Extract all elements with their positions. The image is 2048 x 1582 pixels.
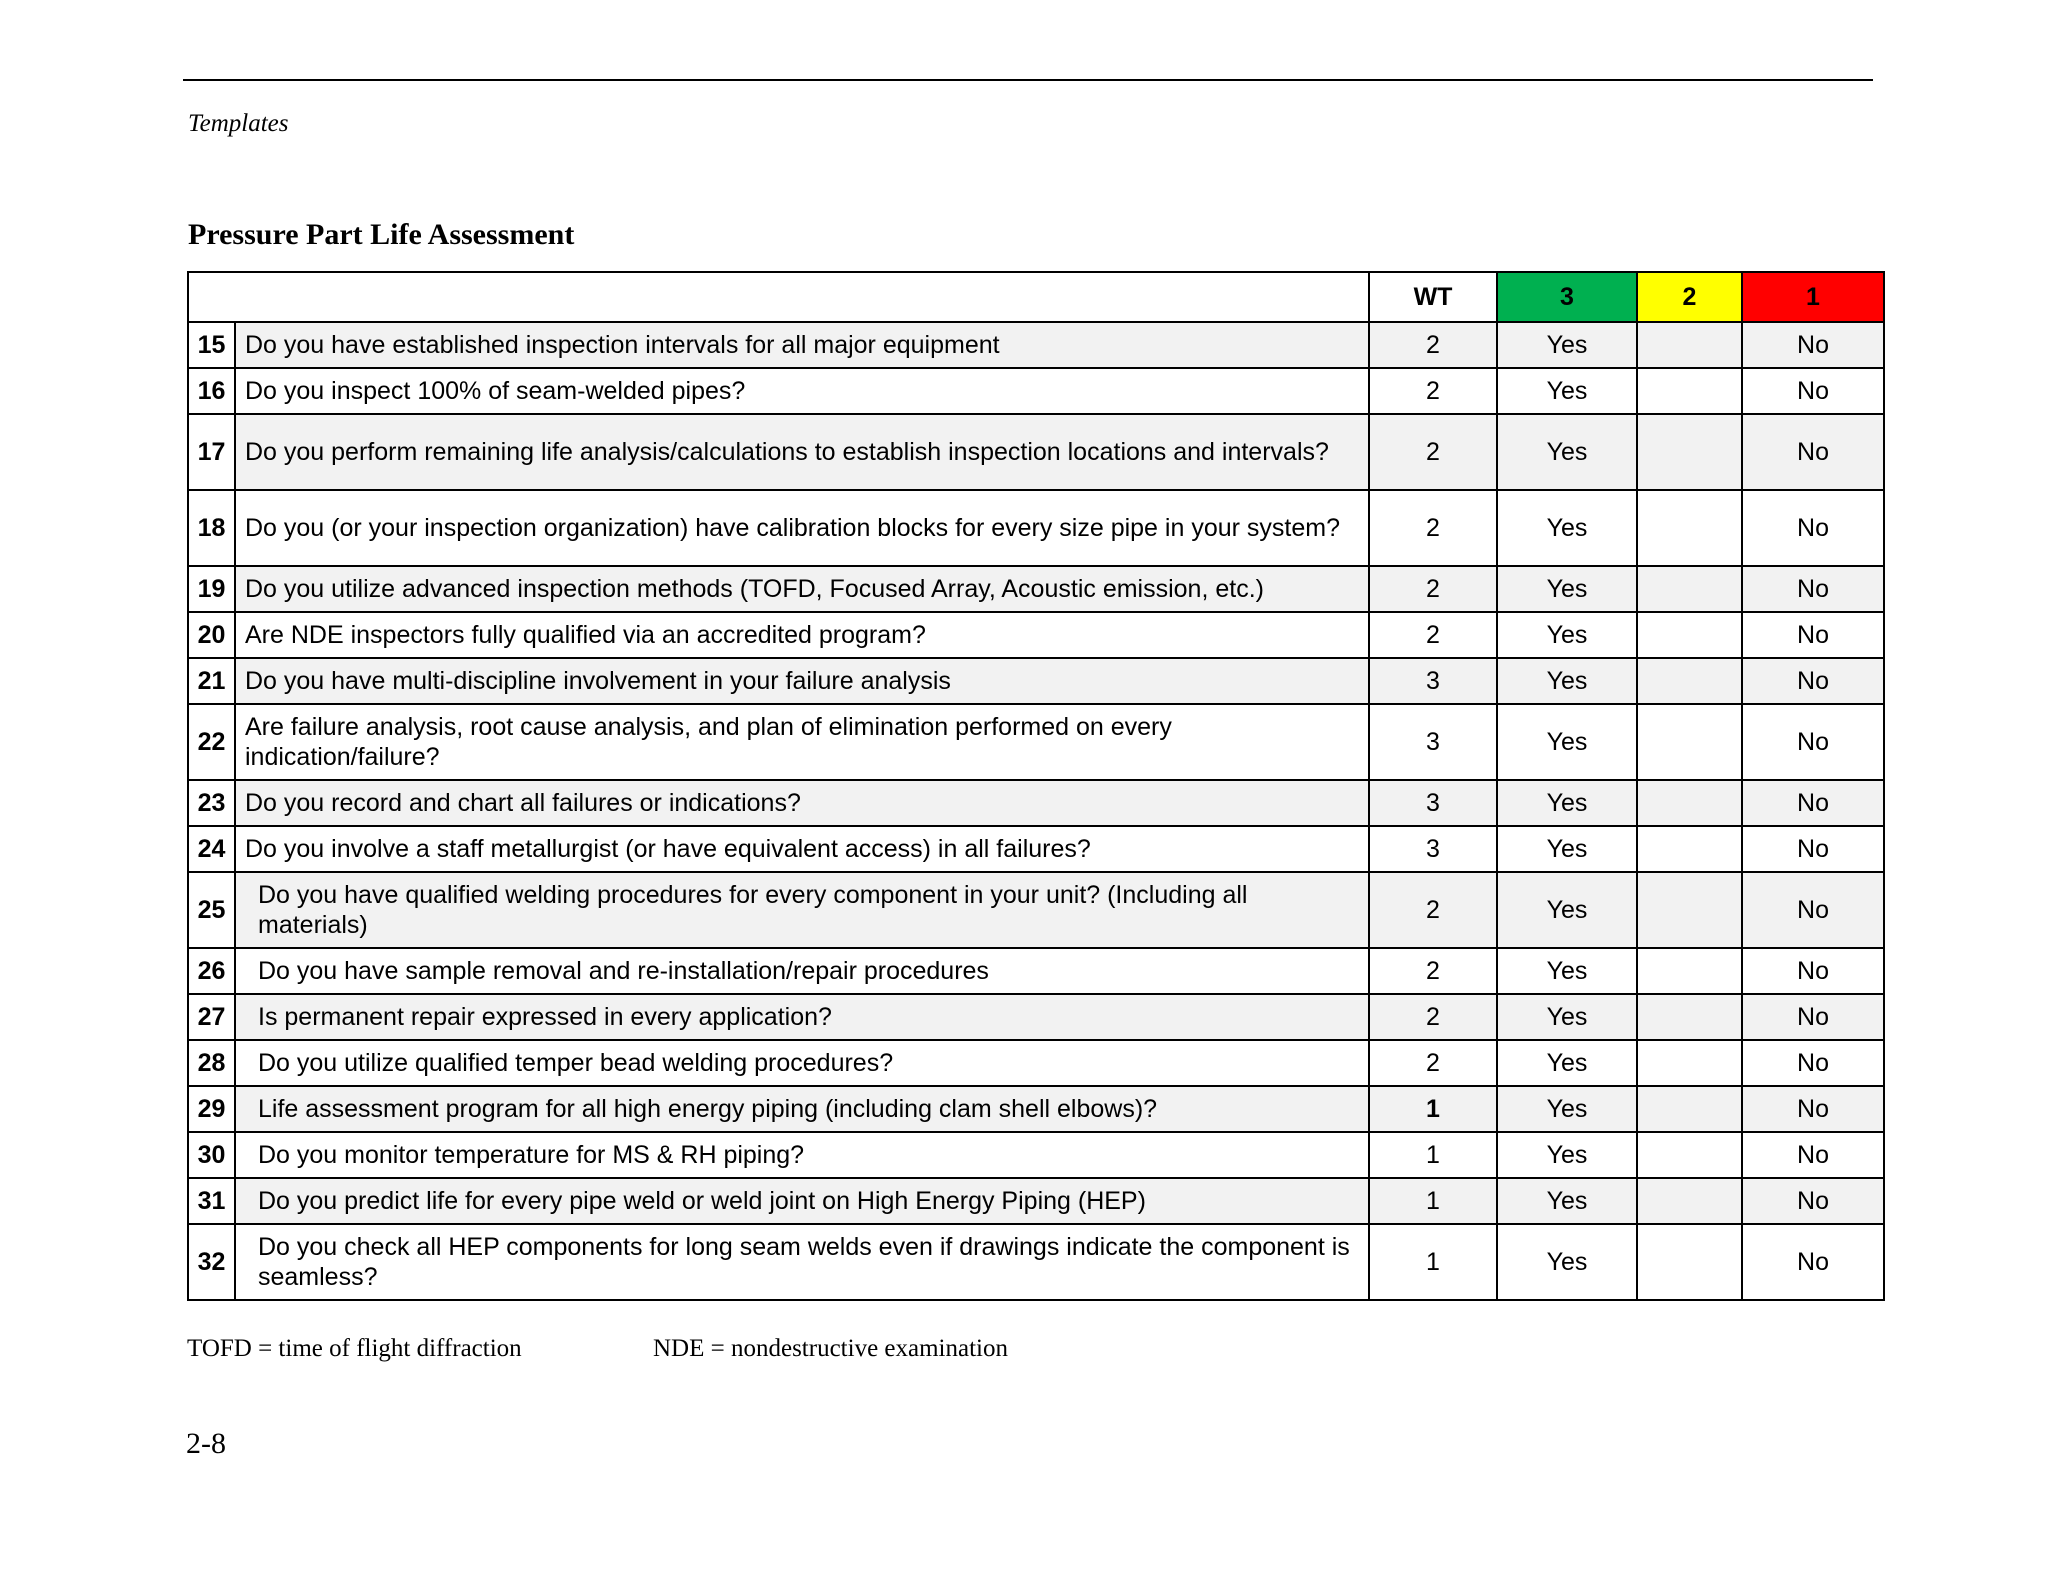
row-question: Do you check all HEP components for long seam welds even if drawings indicate the component is seamless? (235, 1224, 1369, 1300)
row-number: 20 (188, 612, 235, 658)
table-row (188, 1040, 1884, 1086)
assessment-table (187, 271, 1885, 1301)
footnote-tofd: TOFD = time of flight diffraction (187, 1335, 522, 1362)
row-mid (1637, 1132, 1742, 1178)
row-question: Do you have sample removal and re-installation/repair procedures (235, 948, 1369, 994)
row-weight: 2 (1369, 368, 1497, 414)
table-row (188, 566, 1884, 612)
row-no: No (1742, 490, 1884, 566)
row-yes: Yes (1497, 872, 1637, 948)
row-no: No (1742, 1132, 1884, 1178)
row-yes: Yes (1497, 414, 1637, 490)
row-mid (1637, 1040, 1742, 1086)
row-question: Do you monitor temperature for MS & RH piping? (235, 1132, 1369, 1178)
row-number: 25 (188, 872, 235, 948)
row-number: 24 (188, 826, 235, 872)
row-number: 22 (188, 704, 235, 780)
row-mid (1637, 566, 1742, 612)
table-row (188, 994, 1884, 1040)
row-no: No (1742, 994, 1884, 1040)
row-no: No (1742, 322, 1884, 368)
table-row (188, 490, 1884, 566)
row-yes: Yes (1497, 1178, 1637, 1224)
row-number: 21 (188, 658, 235, 704)
table-row (188, 780, 1884, 826)
row-weight: 1 (1369, 1224, 1497, 1300)
row-yes: Yes (1497, 612, 1637, 658)
row-yes: Yes (1497, 1086, 1637, 1132)
header-score-2: 2 (1637, 272, 1742, 322)
row-yes: Yes (1497, 658, 1637, 704)
row-question: Do you involve a staff metallurgist (or have equivalent access) in all failures? (235, 826, 1369, 872)
row-mid (1637, 704, 1742, 780)
row-yes: Yes (1497, 566, 1637, 612)
row-question: Do you utilize advanced inspection methods (TOFD, Focused Array, Acoustic emission, etc.) (235, 566, 1369, 612)
row-yes: Yes (1497, 1132, 1637, 1178)
row-no: No (1742, 1224, 1884, 1300)
row-mid (1637, 368, 1742, 414)
row-mid (1637, 1086, 1742, 1132)
row-number: 17 (188, 414, 235, 490)
row-weight: 2 (1369, 612, 1497, 658)
row-number: 27 (188, 994, 235, 1040)
row-mid (1637, 1178, 1742, 1224)
header-blank-cell (188, 272, 1369, 322)
row-yes: Yes (1497, 368, 1637, 414)
row-question: Do you have established inspection intervals for all major equipment (235, 322, 1369, 368)
row-weight: 3 (1369, 704, 1497, 780)
row-yes: Yes (1497, 948, 1637, 994)
row-weight: 1 (1369, 1178, 1497, 1224)
row-mid (1637, 322, 1742, 368)
footnote-nde: NDE = nondestructive examination (653, 1335, 1008, 1362)
header-wt: WT (1369, 272, 1497, 322)
row-question: Do you predict life for every pipe weld or weld joint on High Energy Piping (HEP) (235, 1178, 1369, 1224)
row-number: 19 (188, 566, 235, 612)
row-mid (1637, 826, 1742, 872)
running-header: Templates (188, 110, 289, 137)
table-row (188, 1086, 1884, 1132)
row-no: No (1742, 780, 1884, 826)
row-question: Are failure analysis, root cause analysis, and plan of elimination performed on every indication/failure? (235, 704, 1369, 780)
row-no: No (1742, 414, 1884, 490)
row-no: No (1742, 872, 1884, 948)
row-yes: Yes (1497, 322, 1637, 368)
row-question: Do you inspect 100% of seam-welded pipes? (235, 368, 1369, 414)
row-yes: Yes (1497, 994, 1637, 1040)
row-yes: Yes (1497, 1224, 1637, 1300)
row-mid (1637, 780, 1742, 826)
row-number: 28 (188, 1040, 235, 1086)
row-number: 16 (188, 368, 235, 414)
table-row (188, 1178, 1884, 1224)
row-weight: 3 (1369, 826, 1497, 872)
row-no: No (1742, 612, 1884, 658)
row-no: No (1742, 704, 1884, 780)
section-title: Pressure Part Life Assessment (188, 218, 575, 251)
row-question: Is permanent repair expressed in every application? (235, 994, 1369, 1040)
row-weight: 3 (1369, 780, 1497, 826)
row-mid (1637, 1224, 1742, 1300)
table-row (188, 948, 1884, 994)
table-row (188, 1224, 1884, 1300)
row-weight: 2 (1369, 1040, 1497, 1086)
row-weight: 2 (1369, 566, 1497, 612)
row-number: 23 (188, 780, 235, 826)
row-question: Do you (or your inspection organization) have calibration blocks for every size pipe in your system? (235, 490, 1369, 566)
row-mid (1637, 658, 1742, 704)
table-row (188, 322, 1884, 368)
row-question: Do you record and chart all failures or indications? (235, 780, 1369, 826)
row-number: 18 (188, 490, 235, 566)
row-yes: Yes (1497, 490, 1637, 566)
row-mid (1637, 994, 1742, 1040)
table-row (188, 872, 1884, 948)
row-mid (1637, 490, 1742, 566)
row-number: 15 (188, 322, 235, 368)
row-weight: 2 (1369, 948, 1497, 994)
row-no: No (1742, 368, 1884, 414)
table-row (188, 704, 1884, 780)
row-no: No (1742, 1178, 1884, 1224)
row-weight: 1 (1369, 1132, 1497, 1178)
row-no: No (1742, 948, 1884, 994)
row-number: 26 (188, 948, 235, 994)
row-no: No (1742, 826, 1884, 872)
row-yes: Yes (1497, 1040, 1637, 1086)
row-mid (1637, 948, 1742, 994)
row-number: 30 (188, 1132, 235, 1178)
row-yes: Yes (1497, 780, 1637, 826)
row-question: Do you utilize qualified temper bead welding procedures? (235, 1040, 1369, 1086)
table-row (188, 414, 1884, 490)
row-number: 29 (188, 1086, 235, 1132)
header-rule (183, 79, 1873, 81)
row-weight: 2 (1369, 322, 1497, 368)
row-weight: 2 (1369, 994, 1497, 1040)
row-question: Are NDE inspectors fully qualified via an accredited program? (235, 612, 1369, 658)
row-weight: 2 (1369, 490, 1497, 566)
header-score-1: 1 (1742, 272, 1884, 322)
header-score-3: 3 (1497, 272, 1637, 322)
row-question: Do you have qualified welding procedures for every component in your unit? (Including all materials) (235, 872, 1369, 948)
row-mid (1637, 414, 1742, 490)
row-weight: 2 (1369, 414, 1497, 490)
table-row (188, 658, 1884, 704)
row-number: 32 (188, 1224, 235, 1300)
row-yes: Yes (1497, 704, 1637, 780)
row-no: No (1742, 566, 1884, 612)
table-row (188, 1132, 1884, 1178)
row-weight: 1 (1369, 1086, 1497, 1132)
row-no: No (1742, 1040, 1884, 1086)
table-row (188, 612, 1884, 658)
table-header-row (188, 272, 1884, 322)
table-row (188, 826, 1884, 872)
row-no: No (1742, 658, 1884, 704)
row-yes: Yes (1497, 826, 1637, 872)
row-question: Life assessment program for all high energy piping (including clam shell elbows)? (235, 1086, 1369, 1132)
table-row (188, 368, 1884, 414)
row-weight: 3 (1369, 658, 1497, 704)
row-number: 31 (188, 1178, 235, 1224)
row-no: No (1742, 1086, 1884, 1132)
row-question: Do you have multi-discipline involvement in your failure analysis (235, 658, 1369, 704)
row-mid (1637, 612, 1742, 658)
row-mid (1637, 872, 1742, 948)
row-weight: 2 (1369, 872, 1497, 948)
page-number: 2-8 (186, 1427, 226, 1460)
row-question: Do you perform remaining life analysis/calculations to establish inspection locations and intervals? (235, 414, 1369, 490)
